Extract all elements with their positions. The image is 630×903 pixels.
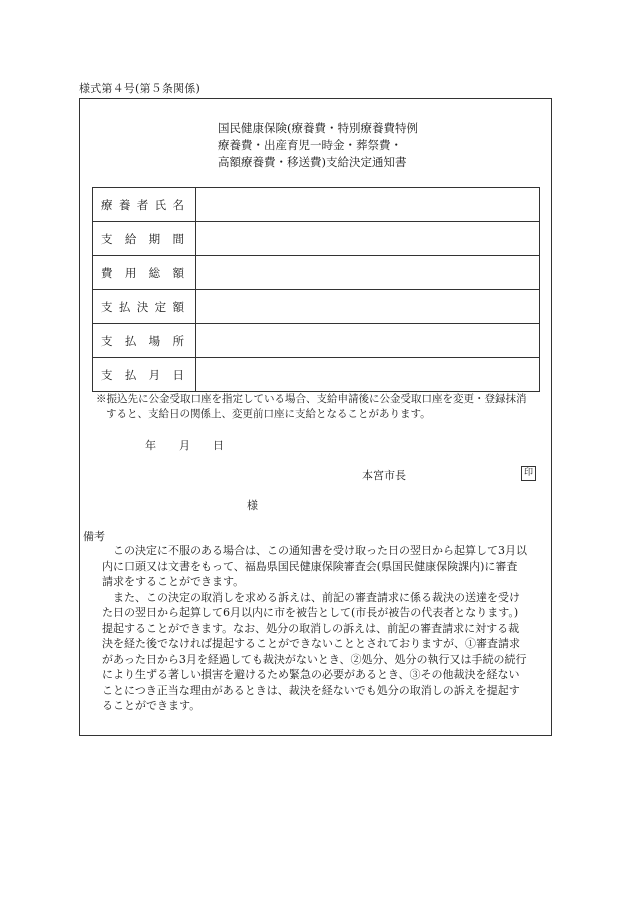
row-value <box>196 256 540 290</box>
issuer-name: 本宮市長 <box>362 469 406 482</box>
row-label: 支払月日 <box>93 358 196 392</box>
title-line-2: 療養費・出産育児一時金・葬祭費・ <box>218 138 402 152</box>
table-row <box>93 290 540 324</box>
remarks-body <box>102 543 548 714</box>
note-line-2: すると、支給日の関係上、変更前口座に支給となることがあります。 <box>106 408 431 420</box>
table-row <box>93 188 540 222</box>
title-line-1: 国民健康保険(療養費・特別療養費特例 <box>218 121 418 135</box>
remarks-heading: 備考 <box>83 530 105 543</box>
remarks-paragraph-2: また、この決定の取消しを求める訴えは、前記の審査請求に係る裁決の送達を受け た日の翌日から起算して6月以内に市を被告として(市長が被告の代表者となります。) 提起することができます。なお、処分の取消しの訴えは、前記の審査請求に対する裁 決を経た後でなければ提起することができないこととされておりますが、①審査請求 があった日から3月を経過しても裁決がないとき、②処分、処分の執行又は手続の続行 により生ずる著しい損害を避けるため緊急の必要があるとき、③その他裁決を経ない ことにつき正当な理由があるときは、裁決を経ないでも処分の取消しの訴えを提起す ることができます。 <box>102 590 527 712</box>
seal-mark: 印 <box>521 466 536 481</box>
document-title <box>218 120 418 171</box>
table-row <box>93 324 540 358</box>
date-year: 年 <box>145 439 156 452</box>
row-value <box>196 188 540 222</box>
note-line-1: ※振込先に公金受取口座を指定している場合、支給申請後に公金受取口座を変更・登録抹消 <box>96 393 527 405</box>
row-value <box>196 324 540 358</box>
row-label: 支払決定額 <box>93 290 196 324</box>
row-label: 療養者氏名 <box>93 188 196 222</box>
form-number: 様式第４号(第５条関係) <box>79 82 200 95</box>
title-line-3: 高額療養費・移送費)支給決定通知書 <box>218 155 407 169</box>
table-row <box>93 358 540 392</box>
remarks-paragraph-1: この決定に不服のある場合は、この通知書を受け取った日の翌日から起算して3月以 内に口頭又は文書をもって、福島県国民健康保険審査会(県国民健康保険課内)に審査 請求をすることができます。 <box>102 544 527 588</box>
row-label: 支払場所 <box>93 324 196 358</box>
info-table <box>92 187 540 392</box>
table-row <box>93 222 540 256</box>
row-label: 支給期間 <box>93 222 196 256</box>
row-label: 費用総額 <box>93 256 196 290</box>
table-row <box>93 256 540 290</box>
date-day: 日 <box>213 439 224 452</box>
recipient-honorific: 様 <box>247 499 258 512</box>
row-value <box>196 358 540 392</box>
row-value <box>196 290 540 324</box>
date-month: 月 <box>179 439 190 452</box>
account-note <box>96 392 546 422</box>
row-value <box>196 222 540 256</box>
